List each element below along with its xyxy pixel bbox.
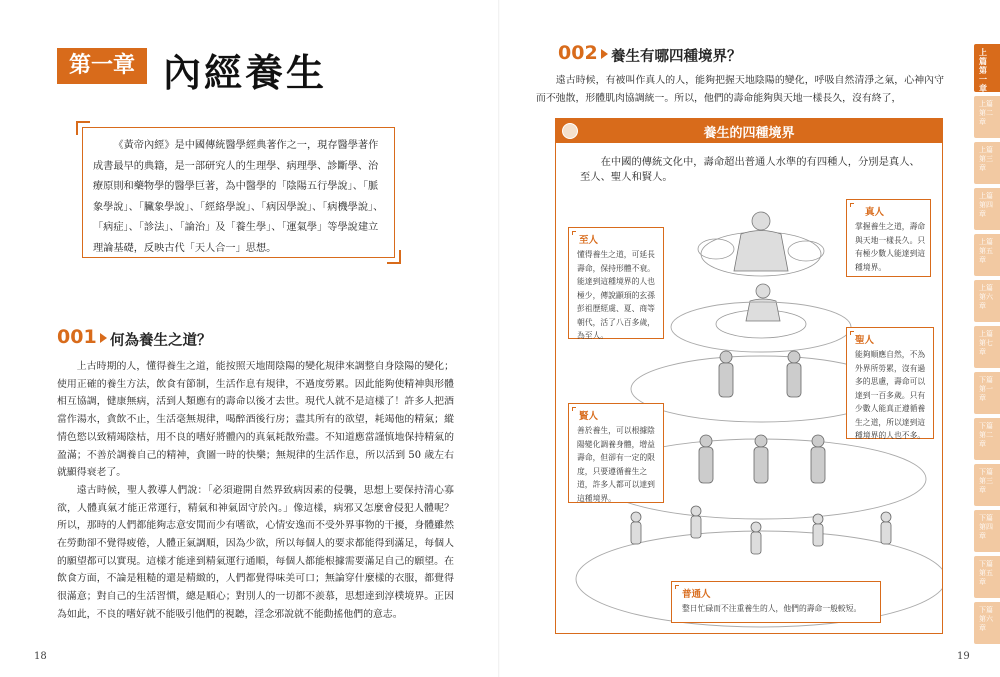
- chapter-tab[interactable]: [974, 96, 1000, 138]
- realm-desc: 能夠順應自然，不為外界所勞累，沒有過多的思慮，壽命可以達到一百多歲。只有少數人能真正遵循養生之道，所以達到這種境界的人也不多。: [855, 350, 926, 440]
- chapter-tab-label: 上篇 第六章: [979, 284, 993, 310]
- realm-name: 聖人: [855, 335, 875, 346]
- chapter-tab-label: 上篇 第七章: [979, 330, 993, 356]
- body-paragraph: 上古時期的人，懂得養生之道，能按照天地間陰陽的變化規律來調整自身陰陽的變化；使用正確的養生方法，飲食有節制，生活作息有規律，不過度勞累。因此能夠使精神與形體相互協調，健康無病，活到人類應有的壽命以後才去世。現代人就不是這樣了！許多人把酒當作湯水，貪飲不止，生活毫無規律，喝醉酒後行房；盡其所有的欲望，耗竭他的精氣；縱情色慾以致精竭陰枯，用不良的嗜好將體內的真氣耗散殆盡。不知道應當謹慎地保持精氣的盈滿；不善於調養自己的精神，貪圖一時的快樂；無規律的生活作息，所以活到 50 歲左右就顯得衰老了。: [57, 361, 454, 479]
- chapter-tab[interactable]: [974, 464, 1000, 506]
- label-box-zhiren: [568, 227, 664, 339]
- label-box-zhenren: [846, 199, 931, 277]
- chapter-label: 第一章: [57, 48, 147, 84]
- chapter-tab[interactable]: [974, 372, 1000, 414]
- xianren-figures-icon: [699, 435, 825, 483]
- chapter-tab[interactable]: [974, 326, 1000, 368]
- chapter-tab-label: 下篇 第二章: [979, 422, 993, 448]
- four-realms-diagram: [555, 118, 943, 634]
- page-number-right: 19: [957, 651, 970, 662]
- realm-name: 普通人: [682, 589, 711, 600]
- diagram-header: [556, 119, 942, 143]
- chapter-tab-label: 上篇 第三章: [979, 146, 993, 172]
- chapter-tab-label: 下篇 第一章: [979, 376, 993, 402]
- chapter-tab[interactable]: [974, 602, 1000, 644]
- label-box-shengren: [846, 327, 934, 439]
- chapter-tab-label: 下篇 第六章: [979, 606, 993, 632]
- right-page: [500, 0, 1000, 677]
- chapter-tab[interactable]: [974, 280, 1000, 322]
- diagram-intro: 在中國的傳統文化中，壽命超出普通人水準的有四種人，分別是真人、至人、聖人和賢人。: [580, 156, 920, 183]
- shengren-figures-icon: [719, 351, 801, 397]
- realm-name: 真人: [865, 207, 885, 218]
- realm-name: 至人: [579, 235, 599, 246]
- zhenren-figure-icon: [734, 212, 788, 271]
- realm-desc: 整日忙碌而不注重養生的人，他們的壽命一般較短。: [682, 604, 862, 613]
- chapter-tab[interactable]: [974, 418, 1000, 460]
- chapter-tab-label: 下篇 第五章: [979, 560, 993, 586]
- chapter-tab-label: 上篇 第五章: [979, 238, 993, 264]
- body-paragraph: 遠古時候，有被叫作真人的人，能夠把握天地陰陽的變化，呼吸自然清淨之氣，心神內守而不弛散，形體肌肉協調統一。所以，他們的壽命能夠與天地一樣長久，沒有終了，: [536, 75, 944, 104]
- chapter-tab-label: 下篇 第三章: [979, 468, 993, 494]
- section-arrow-icon: [100, 333, 107, 343]
- realm-desc: 掌握養生之道，壽命與天地一樣長久。只有極少數人能達到這種境界。: [855, 222, 926, 272]
- realm-desc: 善於養生，可以根據陰陽變化調養身體，增益壽命，但卻有一定的限度，只要遵循養生之道，許多人都可以達到這種境界。: [577, 426, 655, 503]
- chapter-tab-label: 下篇 第四章: [979, 514, 993, 540]
- chapter-tab[interactable]: [974, 234, 1000, 276]
- chapter-tab-label: 上篇 第四章: [979, 192, 993, 218]
- section-arrow-icon: [601, 49, 608, 59]
- section-title: 養生有哪四種境界？: [611, 49, 742, 65]
- section-number: 002: [558, 42, 598, 64]
- chapter-tab-label: 上篇 第二章: [979, 100, 993, 126]
- section-number: 001: [57, 326, 97, 348]
- label-box-ordinary: [671, 581, 881, 623]
- body-paragraph: 遠古時候，聖人教導人們說：「必須避開自然界致病因素的侵襲，思想上要保持清心寡欲，人體真氣才能正常運行，精氣和神氣固守於內。」像這樣，病邪又怎麼會侵犯人體呢？所以，那時的人們都能夠志意安閒而少有嗜欲，心情安逸而不受外界事物的干擾，身體雖然在勞動卻不覺得疲倦，人體正氣調順，因為少欲，所以每個人的要求都能得到滿足，每個人的願望都可以實現。這樣才能達到精氣運行通順，每個人都能根據需要滿足自己的願望。在飲食方面，不論是粗糙的還是精緻的，人們都覺得味美可口；無論穿什麼樣的衣服，都覺得很滿意；對自己的生活習慣，總是順心；對別人的一切都不羨慕，思想達到淳樸境界。正因為如此，不良的嗜好就不能吸引他們的視聽，淫念邪說就不能動搖他們的意志。: [57, 484, 454, 620]
- chapter-tab[interactable]: [974, 188, 1000, 230]
- section-body: [57, 358, 454, 624]
- section-body: [536, 72, 944, 107]
- realm-desc: 懂得養生之道，可延長壽命，保持形體不衰。能達到這種境界的人也極少，傳說顓頊的玄孫彭祖歷經虞、夏、商等朝代，活了八百多歲，為至人。: [577, 250, 655, 340]
- chapter-tab[interactable]: [974, 142, 1000, 184]
- chapter-tabs: [960, 44, 1000, 648]
- chapter-tab[interactable]: [974, 556, 1000, 598]
- page-number-left: 18: [34, 651, 47, 662]
- chapter-title: 內經養生: [163, 51, 328, 95]
- section-title: 何為養生之道？: [110, 333, 212, 349]
- realm-name: 賢人: [579, 411, 599, 422]
- diagram-title: 養生的四種境界: [703, 126, 795, 141]
- chapter-intro-box: [82, 127, 395, 258]
- ordinary-people-icon: [631, 506, 891, 554]
- chapter-tab[interactable]: [974, 510, 1000, 552]
- label-box-xianren: [568, 403, 664, 503]
- chapter-tab[interactable]: [974, 44, 1000, 92]
- chapter-tab-label: 上篇 第一章: [979, 48, 987, 93]
- chapter-intro-text: 《黃帝內經》是中國傳統醫學經典著作之一，現存醫學著作成書最早的典籍，是一部研究人的生理學、病理學、診斷學、治療原則和藥物學的醫學巨著，為中醫學的「陰陽五行學說」、「脈象學說」、「臟象學說」、「經絡學說」、「病因學說」、「病機學說」、「病症」、「診法」、「論治」及「養生學」、「運氣學」等學說建立理論基礎，反映古代「天人合一」思想。: [93, 140, 384, 254]
